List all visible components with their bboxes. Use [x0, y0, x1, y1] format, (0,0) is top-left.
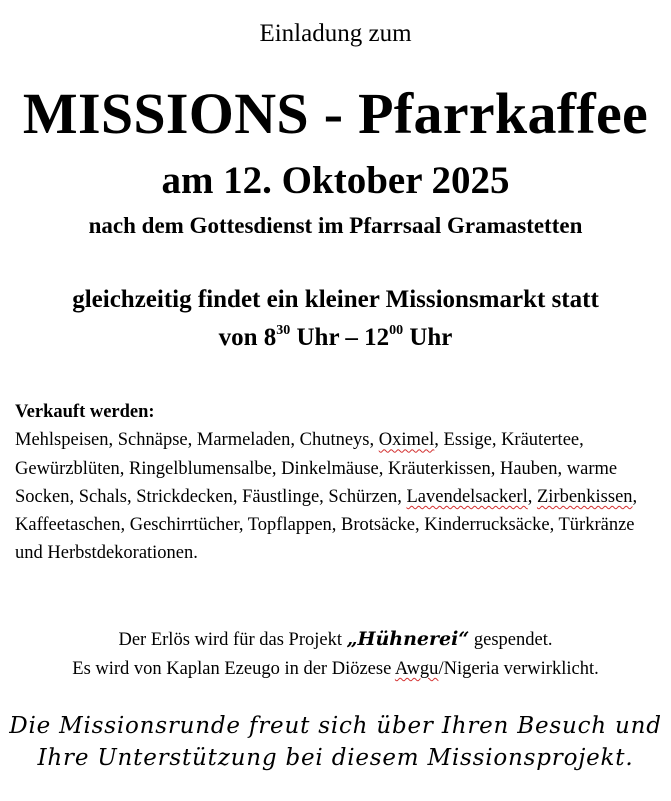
diocese-name: Awgu	[394, 659, 439, 679]
items-text: Mehlspeisen, Schnäpse, Marmeladen, Chutneys,	[15, 430, 379, 451]
project-name: „Hühnerei“	[346, 628, 470, 650]
items-text-oximel: Oximel	[378, 430, 435, 451]
closing-line-2: Ihre Unterstützung bei diesem Missionsprojekt.	[37, 745, 634, 771]
event-date: am 12. Oktober 2025	[161, 159, 510, 202]
proceeds-text: gespendet.	[469, 630, 553, 650]
event-location: nach dem Gottesdienst im Pfarrsaal Gramastetten	[88, 213, 583, 238]
items-text-zirbenkissen: Zirbenkissen	[536, 486, 633, 507]
time-middle: Uhr – 12	[290, 324, 390, 351]
time-start-minutes: 30	[276, 322, 291, 338]
items-for-sale	[15, 398, 665, 568]
market-times	[0, 324, 671, 352]
items-text: , Kaffeetaschen, Geschirrtücher, Topflappen, Brotsäcke, Kinderrucksäcke, Türkränze und Herbstdekorationen.	[15, 486, 638, 564]
proceeds-line-2	[0, 655, 671, 684]
time-prefix: von 8	[218, 324, 277, 351]
time-suffix: Uhr	[403, 324, 453, 351]
event-title: MISSIONS - Pfarrkaffee	[22, 81, 649, 146]
items-text: , Essige, Kräutertee, Gewürzblüten, Ringelblumensalbe, Dinkelmäuse, Kräuterkissen, Hauben, warme Socken, Schals, Strickdecken, Fäustlinge, Schürzen,	[15, 430, 618, 507]
items-text: ,	[527, 486, 537, 507]
closing-line-1: Die Missionsrunde freut sich über Ihren Besuch und	[9, 713, 662, 739]
items-text-lavendelsackerl: Lavendelsackerl	[406, 486, 528, 507]
proceeds-text: /Nigeria verwirklicht.	[438, 659, 599, 679]
proceeds-note	[0, 625, 671, 684]
closing-message	[0, 710, 671, 774]
time-end-minutes: 00	[389, 322, 404, 338]
items-heading: Verkauft werden:	[15, 402, 155, 422]
proceeds-line-1	[0, 625, 671, 655]
proceeds-text: Es wird von Kaplan Ezeugo in der Diözese	[72, 659, 395, 679]
invitation-line: Einladung zum	[259, 20, 412, 47]
market-note: gleichzeitig findet ein kleiner Missionsmarkt statt	[72, 286, 599, 313]
proceeds-text: Der Erlös wird für das Projekt	[118, 630, 347, 650]
